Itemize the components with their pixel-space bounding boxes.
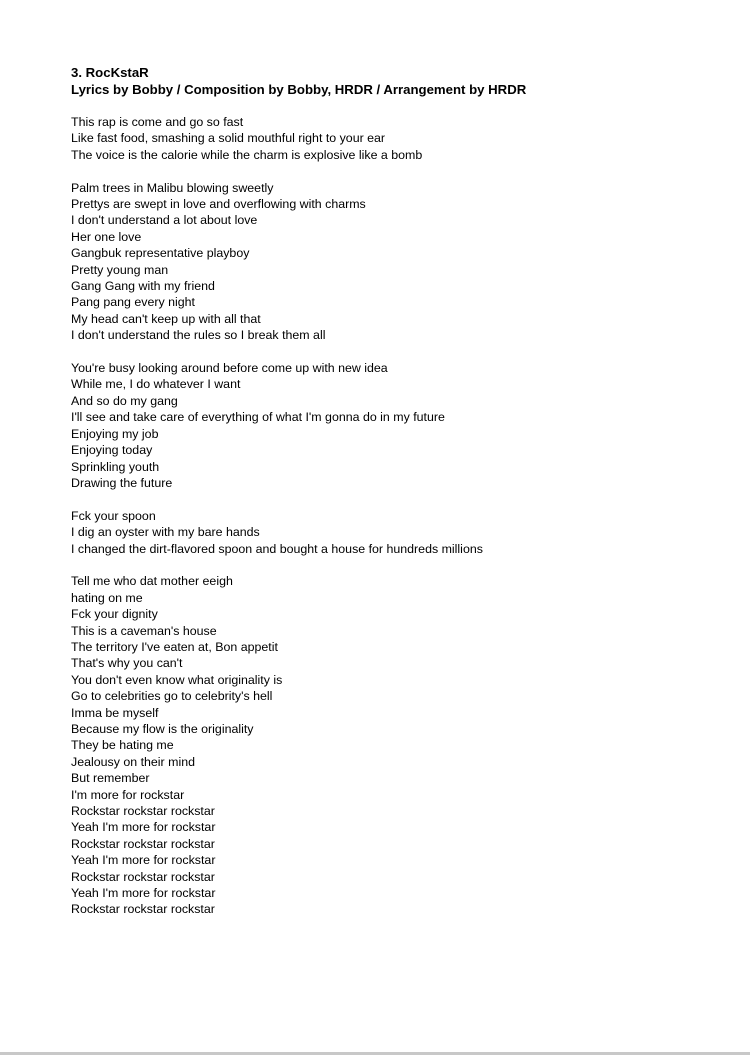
lyric-line: Imma be myself bbox=[71, 705, 159, 720]
song-credits: Lyrics by Bobby / Composition by Bobby, HRDR / Arrangement by HRDR bbox=[71, 82, 527, 97]
lyrics-stanza bbox=[71, 114, 711, 163]
lyric-line: I don't understand a lot about love bbox=[71, 213, 258, 228]
lyric-line: Because my flow is the originality bbox=[71, 721, 254, 736]
lyric-line: Fck your spoon bbox=[71, 508, 156, 523]
lyric-line: Fck your dignity bbox=[71, 607, 158, 622]
lyric-line: Go to celebrities go to celebrity's hell bbox=[71, 689, 273, 704]
lyric-line: You're busy looking around before come up with new idea bbox=[71, 361, 388, 376]
lyric-line: Like fast food, smashing a solid mouthful right to your ear bbox=[71, 131, 386, 146]
lyric-line: You don't even know what originality is bbox=[71, 672, 283, 687]
lyric-line: Her one love bbox=[71, 229, 142, 244]
song-title: 3. RocKstaR bbox=[71, 65, 149, 80]
lyric-line: Sprinkling youth bbox=[71, 459, 160, 474]
lyric-line: That's why you can't bbox=[71, 656, 183, 671]
lyric-line: I'm more for rockstar bbox=[71, 787, 185, 802]
lyrics-stanza bbox=[71, 508, 711, 557]
lyric-line: They be hating me bbox=[71, 738, 174, 753]
lyric-line: I'll see and take care of everything of what I'm gonna do in my future bbox=[71, 410, 445, 425]
lyric-line: This rap is come and go so fast bbox=[71, 115, 244, 129]
lyric-line: My head can't keep up with all that bbox=[71, 311, 261, 326]
lyric-line: While me, I do whatever I want bbox=[71, 377, 241, 392]
lyric-line: Prettys are swept in love and overflowing with charms bbox=[71, 197, 366, 212]
lyrics-stanza bbox=[71, 573, 711, 918]
lyric-line: But remember bbox=[71, 771, 150, 786]
lyric-line: Rockstar rockstar rockstar bbox=[71, 804, 215, 818]
lyric-line: And so do my gang bbox=[71, 393, 178, 408]
lyric-line: Pretty young man bbox=[71, 262, 169, 277]
lyric-line: The voice is the calorie while the charm is explosive like a bomb bbox=[71, 147, 423, 162]
lyric-line: Rockstar rockstar rockstar bbox=[71, 902, 215, 917]
lyric-line: Palm trees in Malibu blowing sweetly bbox=[71, 180, 274, 195]
lyric-line: I changed the dirt-flavored spoon and bought a house for hundreds millions bbox=[71, 541, 483, 556]
lyric-line: The territory I've eaten at, Bon appetit bbox=[71, 639, 278, 654]
lyric-line: I dig an oyster with my bare hands bbox=[71, 525, 260, 540]
lyric-line: Rockstar rockstar rockstar bbox=[71, 869, 215, 884]
lyric-line: Pang pang every night bbox=[71, 295, 195, 310]
lyric-line: Yeah I'm more for rockstar bbox=[71, 820, 216, 835]
lyric-line: Drawing the future bbox=[71, 475, 173, 490]
lyric-line: hating on me bbox=[71, 590, 143, 605]
lyric-line: Rockstar rockstar rockstar bbox=[71, 836, 215, 851]
lyric-line: Tell me who dat mother eeigh bbox=[71, 574, 233, 589]
lyric-line: Gangbuk representative playboy bbox=[71, 246, 250, 261]
lyric-line: This is a caveman's house bbox=[71, 623, 217, 638]
lyric-line: I don't understand the rules so I break them all bbox=[71, 328, 326, 343]
lyric-line: Enjoying today bbox=[71, 443, 153, 458]
lyrics-stanza bbox=[71, 360, 711, 491]
lyric-line: Enjoying my job bbox=[71, 426, 159, 441]
lyric-line: Jealousy on their mind bbox=[71, 754, 195, 769]
lyrics-content bbox=[71, 64, 711, 934]
lyric-line: Gang Gang with my friend bbox=[71, 279, 215, 294]
lyric-line: Yeah I'm more for rockstar bbox=[71, 853, 216, 868]
lyrics-body bbox=[71, 114, 711, 918]
lyrics-stanza bbox=[71, 180, 711, 344]
lyric-line: Yeah I'm more for rockstar bbox=[71, 886, 216, 901]
